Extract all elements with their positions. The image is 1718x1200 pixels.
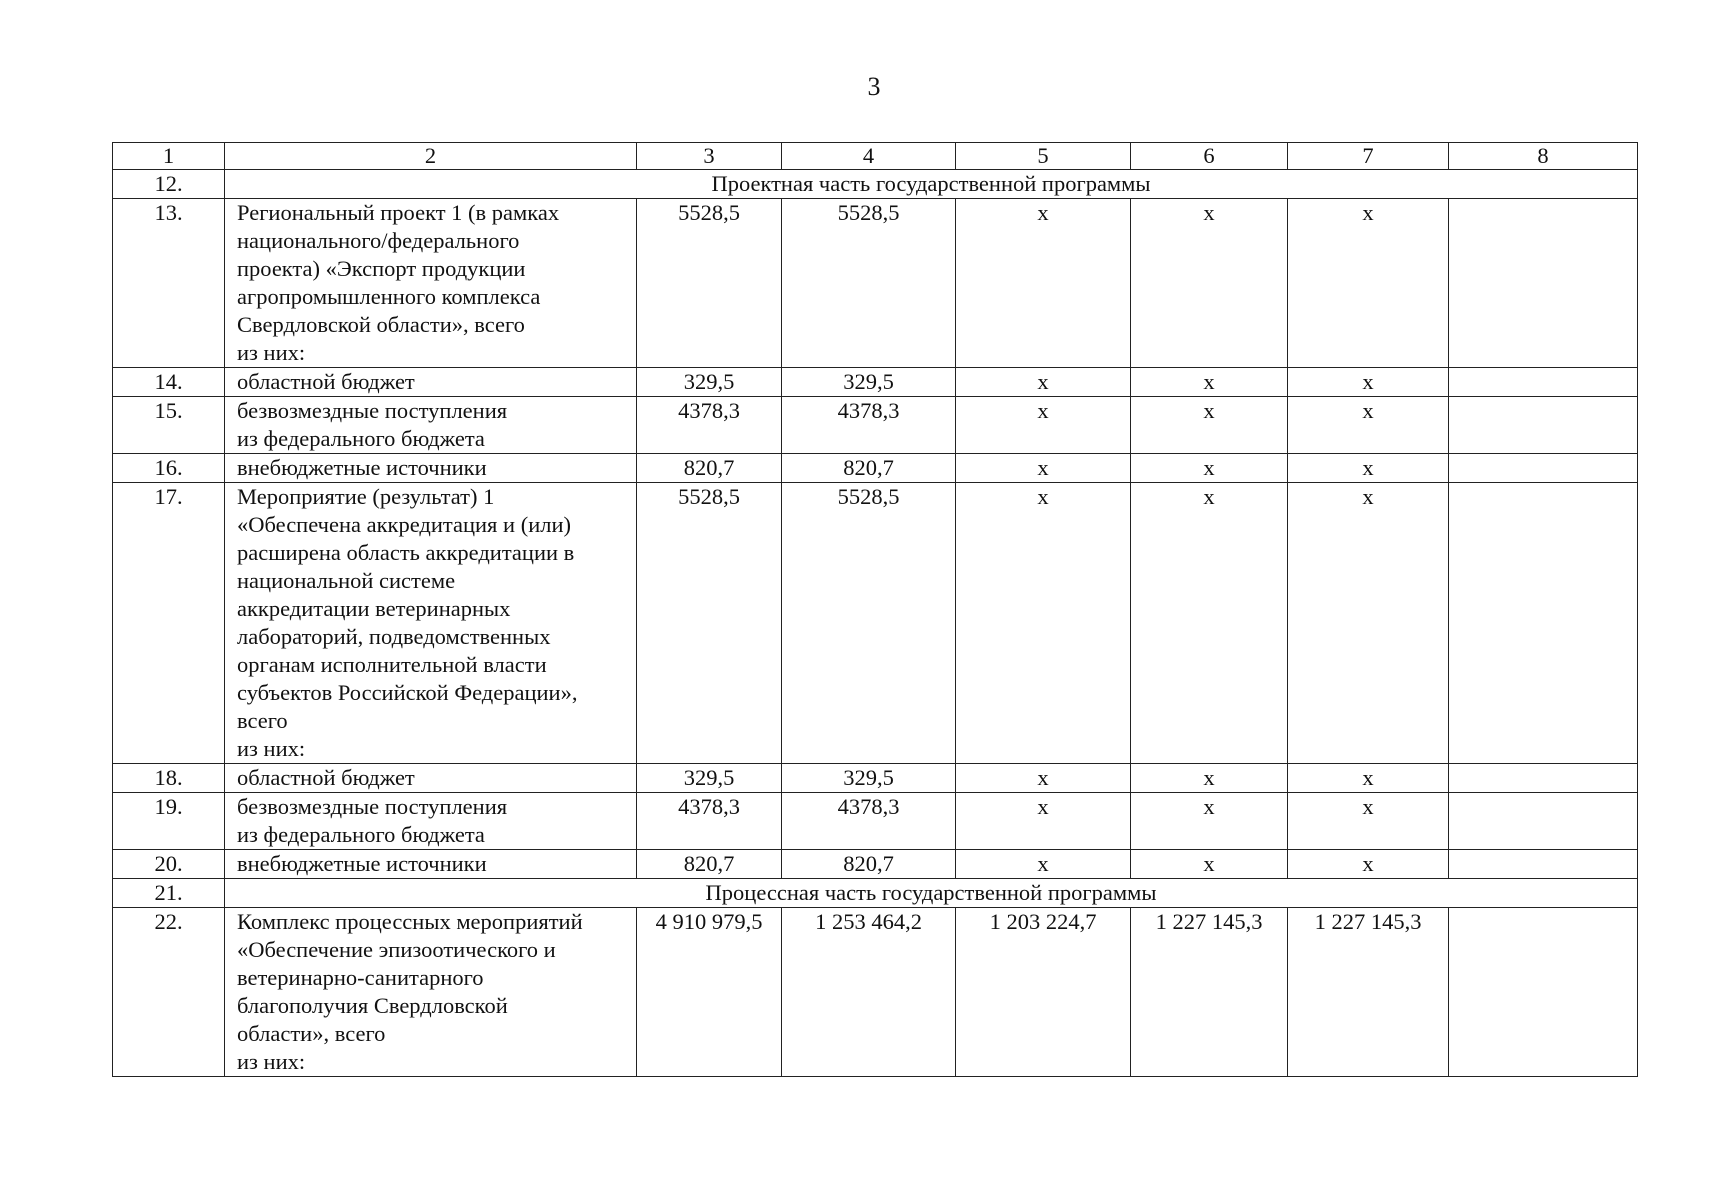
description-line: лабораторий, подведомственных (237, 624, 551, 649)
cell-col-6: x (1131, 199, 1288, 368)
cell-col-6: x (1131, 483, 1288, 764)
col-header: 8 (1449, 143, 1638, 170)
cell-col-3: 4 910 979,5 (637, 908, 782, 1077)
section-row (113, 170, 1638, 199)
section-title: Проектная часть государственной программы (225, 170, 1638, 199)
cell-col-8 (1449, 850, 1638, 879)
description-line: безвозмездные поступления (237, 398, 508, 423)
cell-col-6: 1 227 145,3 (1131, 908, 1288, 1077)
cell-col-4: 820,7 (782, 850, 956, 879)
description-line: Региональный проект 1 (в рамках (237, 200, 560, 225)
cell-col-3: 329,5 (637, 764, 782, 793)
table-row (113, 397, 1638, 454)
cell-col-4: 820,7 (782, 454, 956, 483)
cell-col-4: 329,5 (782, 764, 956, 793)
row-description (225, 850, 637, 879)
col-header: 7 (1288, 143, 1449, 170)
section-row (113, 879, 1638, 908)
cell-col-3: 5528,5 (637, 199, 782, 368)
cell-col-8 (1449, 454, 1638, 483)
cell-col-7: 1 227 145,3 (1288, 908, 1449, 1077)
cell-col-5: x (956, 483, 1131, 764)
description-line: Мероприятие (результат) 1 (237, 484, 495, 509)
cell-col-4: 329,5 (782, 368, 956, 397)
section-title: Процессная часть государственной программы (225, 879, 1638, 908)
row-description (225, 483, 637, 764)
cell-col-6: x (1131, 454, 1288, 483)
col-header: 2 (225, 143, 637, 170)
row-description (225, 793, 637, 850)
description-line: национальной системе (237, 568, 456, 593)
description-line: областной бюджет (237, 369, 415, 394)
cell-col-7: x (1288, 483, 1449, 764)
description-line: субъектов Российской Федерации», (237, 680, 578, 705)
cell-col-4: 4378,3 (782, 397, 956, 454)
row-description (225, 908, 637, 1077)
cell-col-6: x (1131, 793, 1288, 850)
row-number: 18. (113, 764, 225, 793)
description-line: из них: (237, 736, 306, 761)
row-number: 19. (113, 793, 225, 850)
cell-col-4: 1 253 464,2 (782, 908, 956, 1077)
row-number: 16. (113, 454, 225, 483)
cell-col-5: x (956, 454, 1131, 483)
description-line: областной бюджет (237, 765, 415, 790)
row-number: 20. (113, 850, 225, 879)
cell-col-6: x (1131, 368, 1288, 397)
cell-col-5: x (956, 368, 1131, 397)
row-description (225, 764, 637, 793)
table-row (113, 368, 1638, 397)
table-row (113, 199, 1638, 368)
row-number: 13. (113, 199, 225, 368)
row-number: 17. (113, 483, 225, 764)
row-number: 14. (113, 368, 225, 397)
description-line: из них: (237, 340, 306, 365)
cell-col-3: 329,5 (637, 368, 782, 397)
row-description (225, 368, 637, 397)
cell-col-6: x (1131, 850, 1288, 879)
cell-col-8 (1449, 764, 1638, 793)
cell-col-4: 4378,3 (782, 793, 956, 850)
description-line: внебюджетные источники (237, 455, 487, 480)
cell-col-7: x (1288, 397, 1449, 454)
row-number: 15. (113, 397, 225, 454)
cell-col-3: 4378,3 (637, 793, 782, 850)
table-row (113, 793, 1638, 850)
cell-col-7: x (1288, 793, 1449, 850)
table-row (113, 454, 1638, 483)
description-line: расширена область аккредитации в (237, 540, 575, 565)
cell-col-3: 820,7 (637, 850, 782, 879)
page-number: 3 (867, 72, 881, 101)
description-line: из них: (237, 1049, 306, 1074)
cell-col-5: x (956, 397, 1131, 454)
table-body (113, 143, 1638, 1077)
cell-col-5: x (956, 764, 1131, 793)
table-row (113, 764, 1638, 793)
col-header: 1 (113, 143, 225, 170)
description-line: агропромышленного комплекса (237, 284, 541, 309)
description-line: благополучия Свердловской (237, 993, 508, 1018)
col-header: 5 (956, 143, 1131, 170)
table-row (113, 908, 1638, 1077)
cell-col-7: x (1288, 199, 1449, 368)
description-line: области», всего (237, 1021, 386, 1046)
cell-col-5: x (956, 793, 1131, 850)
description-line: внебюджетные источники (237, 851, 487, 876)
description-line: органам исполнительной власти (237, 652, 547, 677)
cell-col-7: x (1288, 850, 1449, 879)
description-line: национального/федерального (237, 228, 520, 253)
description-line: проекта) «Экспорт продукции (237, 256, 526, 281)
row-description (225, 397, 637, 454)
description-line: Свердловской области», всего (237, 312, 525, 337)
cell-col-8 (1449, 908, 1638, 1077)
cell-col-4: 5528,5 (782, 199, 956, 368)
table-row (113, 483, 1638, 764)
col-header: 6 (1131, 143, 1288, 170)
description-line: аккредитации ветеринарных (237, 596, 511, 621)
description-line: ветеринарно-санитарного (237, 965, 484, 990)
cell-col-5: x (956, 199, 1131, 368)
table-row (113, 850, 1638, 879)
col-header: 3 (637, 143, 782, 170)
cell-col-8 (1449, 483, 1638, 764)
description-line: из федерального бюджета (237, 822, 485, 847)
description-line: «Обеспечение эпизоотического и (237, 937, 556, 962)
cell-col-8 (1449, 793, 1638, 850)
description-line: из федерального бюджета (237, 426, 485, 451)
cell-col-7: x (1288, 368, 1449, 397)
cell-col-8 (1449, 199, 1638, 368)
description-line: безвозмездные поступления (237, 794, 508, 819)
cell-col-8 (1449, 368, 1638, 397)
description-line: «Обеспечена аккредитация и (или) (237, 512, 571, 537)
row-number: 21. (113, 879, 225, 908)
cell-col-8 (1449, 397, 1638, 454)
cell-col-3: 820,7 (637, 454, 782, 483)
cell-col-6: x (1131, 397, 1288, 454)
description-line: всего (237, 708, 288, 733)
cell-col-7: x (1288, 764, 1449, 793)
col-header: 4 (782, 143, 956, 170)
cell-col-5: 1 203 224,7 (956, 908, 1131, 1077)
cell-col-5: x (956, 850, 1131, 879)
cell-col-4: 5528,5 (782, 483, 956, 764)
cell-col-3: 5528,5 (637, 483, 782, 764)
cell-col-3: 4378,3 (637, 397, 782, 454)
cell-col-7: x (1288, 454, 1449, 483)
row-number: 12. (113, 170, 225, 199)
column-number-row (113, 143, 1638, 170)
budget-table (112, 142, 1638, 1077)
row-description (225, 199, 637, 368)
description-line: Комплекс процессных мероприятий (237, 909, 583, 934)
row-description (225, 454, 637, 483)
cell-col-6: x (1131, 764, 1288, 793)
row-number: 22. (113, 908, 225, 1077)
